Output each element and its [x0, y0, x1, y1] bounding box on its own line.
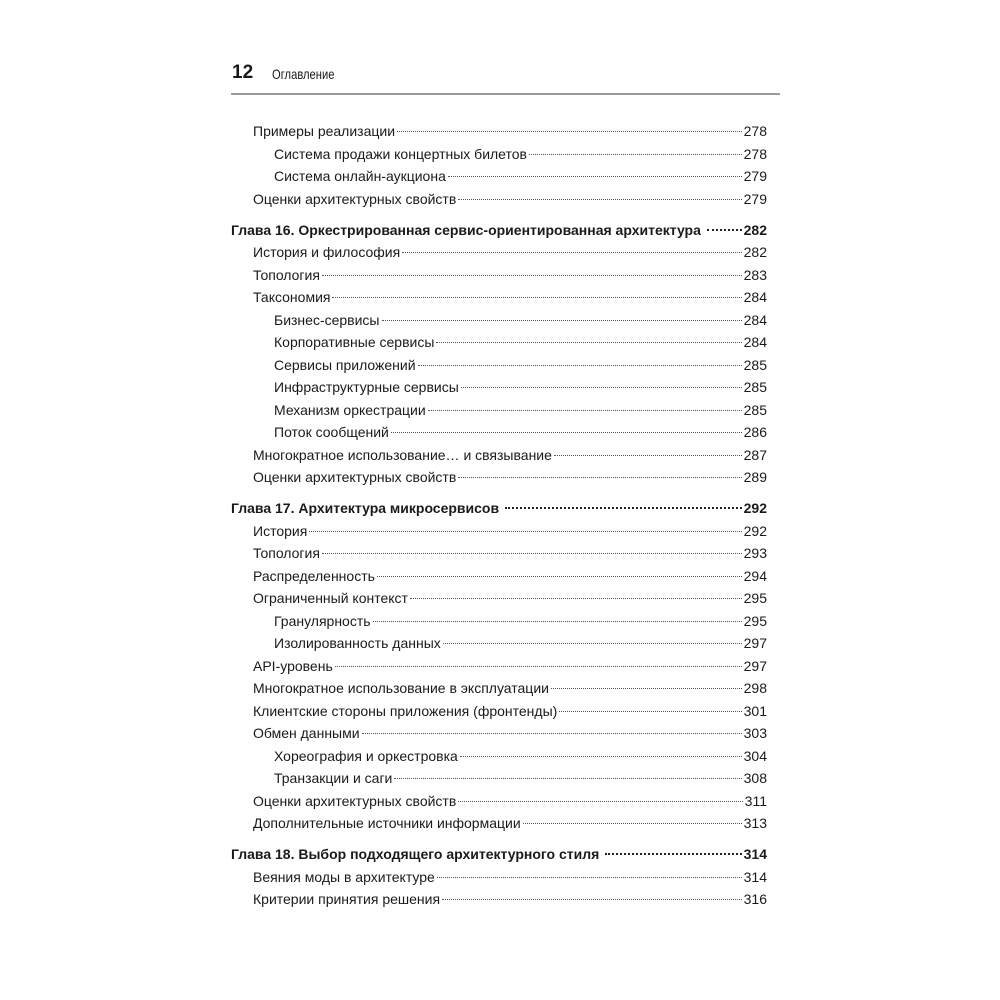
toc-entry-page: 314: [743, 868, 767, 885]
toc-entry-title: Обмен данными: [253, 725, 360, 741]
dot-leader: [442, 899, 742, 900]
toc-entry[interactable]: [231, 354, 767, 377]
dot-leader: [707, 229, 742, 231]
dot-leader: [362, 733, 742, 734]
toc-entry-title: Механизм оркестрации: [274, 401, 426, 418]
toc-entry[interactable]: [231, 444, 767, 467]
toc-entry-title: История: [253, 522, 308, 539]
running-header: [231, 62, 780, 95]
toc-entry-page: 316: [743, 891, 767, 907]
toc-entry-page: 308: [743, 770, 767, 786]
toc-chapter-entry[interactable]: [231, 219, 767, 242]
toc-entry-title: Топология: [253, 545, 320, 561]
toc-entry-title: Сервисы приложений: [274, 356, 416, 373]
dot-leader: [394, 778, 741, 779]
toc-entry-page: 279: [743, 190, 767, 207]
toc-entry-title: Оценки архитектурных свойств: [253, 190, 457, 207]
toc-entry-title: Транзакции и саги: [274, 770, 393, 786]
toc-entry[interactable]: [231, 421, 767, 444]
dot-leader: [391, 432, 742, 433]
toc-entry-title: Корпоративные сервисы: [274, 334, 435, 350]
toc-entry-title: Критерии принятия решения: [253, 891, 441, 907]
toc-entry[interactable]: [231, 812, 767, 835]
toc-entry-title: Ограниченный контекст: [253, 590, 408, 606]
toc-entry-page: 292: [743, 522, 767, 539]
toc-entry[interactable]: [231, 466, 767, 489]
toc-entry-title: Оценки архитектурных свойств: [253, 469, 457, 485]
toc-entry-page: 301: [743, 702, 767, 719]
dot-leader: [322, 275, 742, 276]
toc-entry-page: 282: [743, 221, 767, 238]
toc-entry-page: 304: [743, 747, 767, 764]
toc-entry-page: 279: [743, 168, 767, 184]
dot-leader: [402, 252, 741, 253]
toc-entry-page: 314: [743, 846, 767, 862]
toc-entry-title: Примеры реализации: [253, 123, 396, 139]
toc-entry-page: 298: [743, 680, 767, 696]
toc-entry-page: 284: [743, 289, 767, 305]
toc-entry-page: 295: [743, 612, 767, 629]
toc-entry[interactable]: [231, 610, 767, 633]
toc-entry-page: 292: [743, 500, 767, 516]
dot-leader: [523, 823, 742, 824]
dot-leader: [437, 877, 742, 878]
toc-entry[interactable]: [231, 888, 767, 911]
toc-entry-title: Многократное использование в эксплуатации: [253, 680, 549, 696]
toc-entry-page: 297: [743, 657, 767, 674]
toc-entry[interactable]: [231, 542, 767, 565]
toc-entry-page: 278: [743, 123, 767, 139]
toc-entry[interactable]: [231, 700, 767, 723]
toc-entry[interactable]: [231, 632, 767, 655]
toc-entry-page: 313: [743, 815, 767, 831]
toc-entry-title: Система продажи концертных билетов: [274, 145, 527, 162]
toc-entry[interactable]: [231, 655, 767, 678]
toc-entry-page: 303: [743, 725, 767, 741]
dot-leader: [309, 531, 741, 532]
toc-chapter-entry[interactable]: [231, 497, 767, 520]
dot-leader: [448, 176, 742, 177]
dot-leader: [460, 756, 742, 757]
toc-entry[interactable]: [231, 767, 767, 790]
toc-entry[interactable]: [231, 722, 767, 745]
toc-entry[interactable]: [231, 587, 767, 610]
running-header-title: Оглавление: [272, 66, 335, 82]
toc-entry[interactable]: [231, 790, 767, 813]
toc-entry-title: Глава 17. Архитектура микросервисов: [231, 500, 500, 516]
dot-leader: [428, 410, 742, 411]
dot-leader: [551, 688, 742, 689]
toc-entry[interactable]: [231, 264, 767, 287]
toc-entry-page: 285: [743, 379, 767, 395]
dot-leader: [554, 455, 742, 456]
toc-entry[interactable]: [231, 866, 767, 889]
toc-entry[interactable]: [231, 331, 767, 354]
dot-leader: [458, 199, 741, 200]
toc-entry-title: Инфраструктурные сервисы: [274, 379, 459, 395]
dot-leader: [322, 553, 742, 554]
toc-entry-page: 295: [743, 590, 767, 606]
toc-entry-page: 293: [743, 545, 767, 561]
toc-entry-title: Топология: [253, 266, 320, 283]
dot-leader: [458, 477, 741, 478]
toc-entry-page: 287: [743, 446, 767, 463]
toc-entry-title: Изолированность данных: [274, 635, 441, 651]
toc-entry[interactable]: [231, 165, 767, 188]
toc-entry[interactable]: [231, 120, 767, 143]
toc-entry-title: Глава 16. Оркестрированная сервис-ориентированная архитектура: [231, 221, 701, 238]
dot-leader: [382, 320, 742, 321]
toc-entry-title: Веяния моды в архитектуре: [253, 868, 435, 885]
page-number: 12: [232, 62, 254, 83]
dot-leader: [377, 576, 742, 577]
dot-leader: [559, 711, 741, 712]
toc-entry[interactable]: [231, 399, 767, 422]
dot-leader: [397, 131, 742, 132]
toc-entry-page: 311: [744, 792, 767, 809]
dot-leader: [373, 621, 742, 622]
toc-entry[interactable]: [231, 188, 767, 211]
dot-leader: [410, 598, 742, 599]
toc-chapter-entry[interactable]: [231, 843, 767, 866]
dot-leader: [605, 853, 741, 855]
toc-entry-title: Оценки архитектурных свойств: [253, 792, 457, 809]
dot-leader: [335, 666, 742, 667]
toc-entry-title: Таксономия: [253, 289, 331, 305]
toc-entry[interactable]: [231, 286, 767, 309]
toc-entry[interactable]: [231, 565, 767, 588]
toc-entry-page: 289: [743, 469, 767, 485]
toc-entry-title: Многократное использование… и связывание: [253, 446, 552, 463]
toc-entry[interactable]: [231, 143, 767, 166]
toc-entry-title: Гранулярность: [274, 612, 371, 629]
toc-entry-page: 297: [743, 635, 767, 651]
toc-entry-title: Дополнительные источники информации: [253, 815, 521, 831]
toc-entry[interactable]: [231, 677, 767, 700]
toc-entry[interactable]: [231, 745, 767, 768]
toc-entry[interactable]: [231, 520, 767, 543]
dot-leader: [332, 297, 741, 298]
dot-leader: [418, 365, 742, 366]
toc-entry-page: 284: [743, 334, 767, 350]
toc-entry-page: 285: [743, 356, 767, 373]
toc-entry-page: 285: [743, 401, 767, 418]
dot-leader: [505, 507, 742, 509]
toc-entry[interactable]: [231, 309, 767, 332]
dot-leader: [443, 643, 742, 644]
toc-entry-title: Распределенность: [253, 567, 375, 584]
toc-entry-page: 286: [743, 424, 767, 440]
toc-entry-title: Система онлайн-аукциона: [274, 168, 446, 184]
toc-entry-page: 284: [743, 311, 767, 328]
dot-leader: [458, 801, 742, 802]
toc-entry-title: История и философия: [253, 244, 401, 260]
toc-entry-title: Клиентские стороны приложения (фронтенды): [253, 702, 558, 719]
toc-entry-title: Хореография и оркестровка: [274, 747, 458, 764]
toc-entry-page: 294: [743, 567, 767, 584]
toc-entry-title: Глава 18. Выбор подходящего архитектурного стиля: [231, 846, 600, 862]
toc-entry-title: API-уровень: [253, 657, 333, 674]
toc-entry-page: 278: [743, 145, 767, 162]
table-of-contents: [231, 120, 767, 911]
toc-entry-page: 283: [743, 266, 767, 283]
dot-leader: [529, 154, 742, 155]
toc-entry-title: Бизнес-сервисы: [274, 311, 380, 328]
dot-leader: [461, 387, 742, 388]
toc-entry[interactable]: [231, 376, 767, 399]
toc-entry[interactable]: [231, 241, 767, 264]
dot-leader: [436, 342, 741, 343]
toc-entry-title: Поток сообщений: [274, 424, 389, 440]
toc-entry-page: 282: [743, 244, 767, 260]
